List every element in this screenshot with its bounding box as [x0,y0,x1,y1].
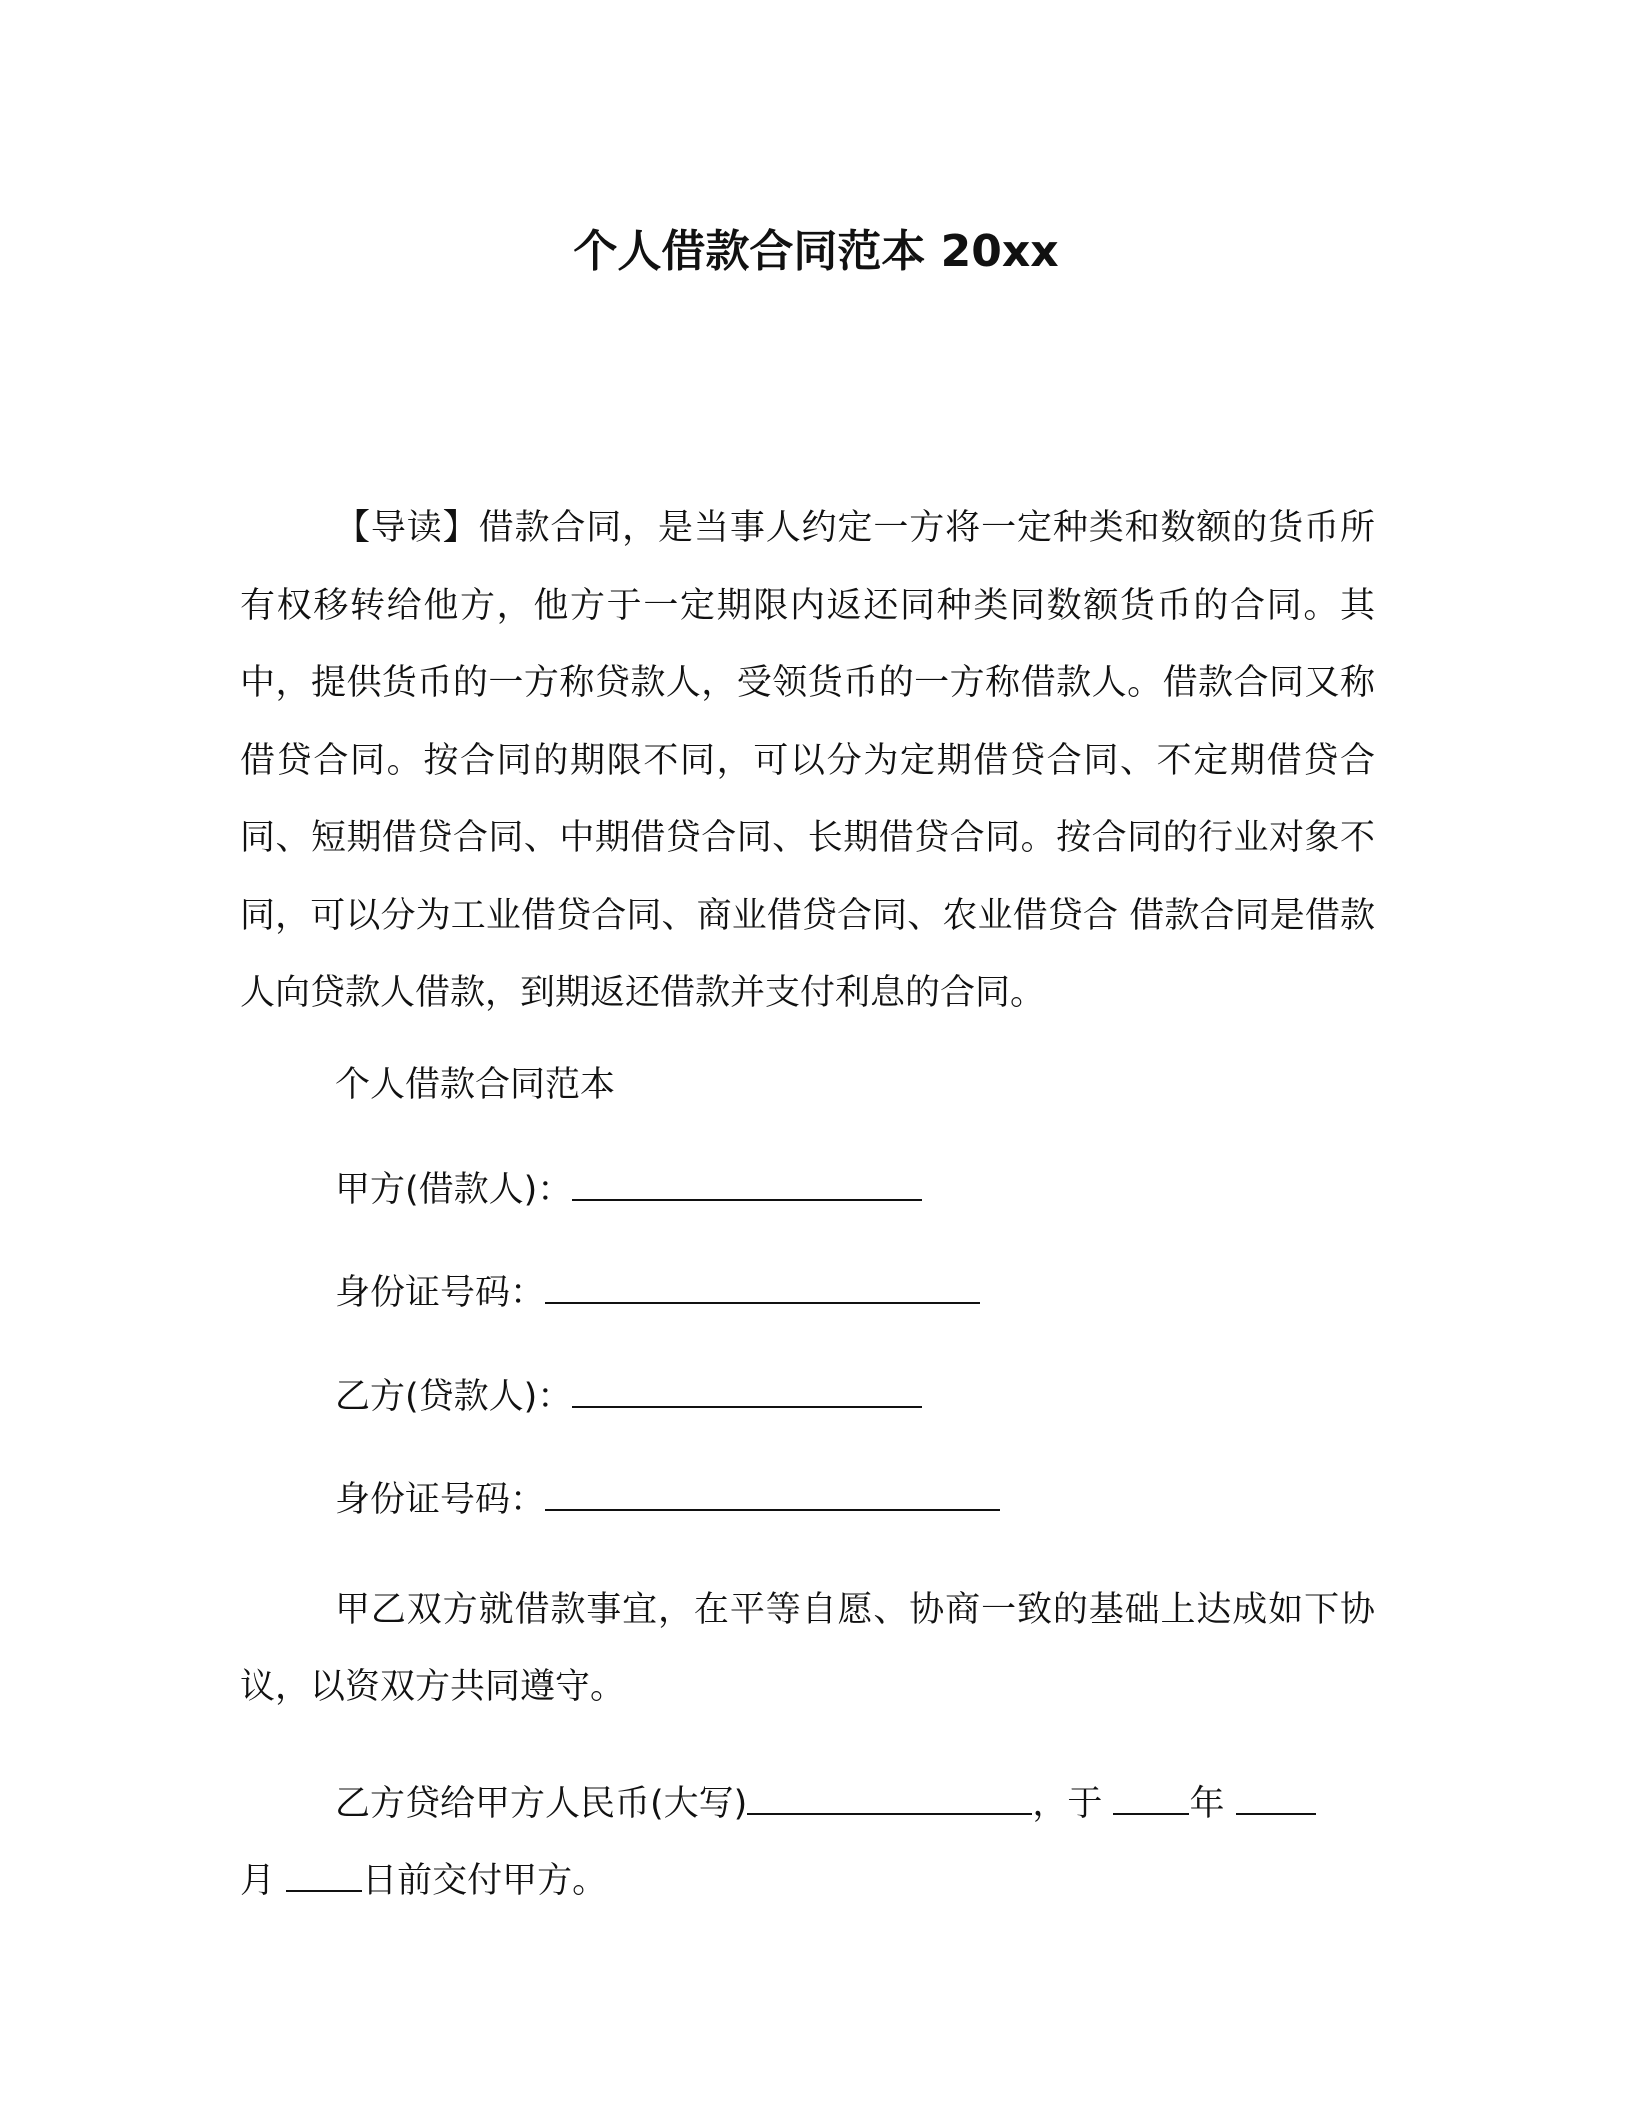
loan-amount-blank[interactable] [747,1779,1032,1815]
loan-clause-text-2: ，于 [1032,1784,1114,1824]
party-b-line [335,1372,922,1422]
day-blank[interactable] [286,1856,362,1892]
party-b-label: 乙方(贷款人)： [335,1377,573,1417]
party-a-name-blank[interactable] [572,1165,922,1201]
party-a-id-blank[interactable] [545,1268,980,1304]
document-title: 个人借款合同范本 20xx [573,226,1059,277]
loan-clause-paragraph [240,1766,1375,1920]
loan-clause-text-1: 乙方贷给甲方人民币(大写) [335,1784,748,1824]
agreement-paragraph: 甲乙双方就借款事宜，在平等自愿、协商一致的基础上达成如下协议，以资双方共同遵守。 [240,1590,1375,1707]
party-a-id-line [335,1268,980,1318]
contract-subtitle: 个人借款合同范本 [335,1065,616,1105]
party-b-id-label: 身份证号码： [335,1480,546,1520]
loan-clause-text-4: 月 [240,1861,287,1901]
year-blank[interactable] [1113,1779,1189,1815]
party-b-name-blank[interactable] [572,1372,922,1408]
party-a-line [335,1165,922,1215]
party-a-id-label: 身份证号码： [335,1273,546,1313]
month-blank-partial[interactable] [1236,1779,1316,1815]
loan-clause-text-3: 年 [1189,1784,1236,1824]
party-a-label: 甲方(借款人)： [335,1170,573,1210]
loan-clause-text-5: 日前交付甲方。 [362,1861,608,1901]
party-b-id-blank[interactable] [545,1475,1000,1511]
intro-paragraph: 【导读】借款合同，是当事人约定一方将一定种类和数额的货币所有权移转给他方，他方于一定期限内返还同种类同数额货币的合同。其中，提供货币的一方称贷款人，受领货币的一方称借款人。借款合同又称借贷合同。按合同的期限不同，可以分为定期借贷合同、不定期借贷合同、短期借贷合同、中期借贷合同、长期借贷合同。按合同的行业对象不同，可以分为工业借贷合同、商业借贷合同、农业借贷合 借款合同是借款人向贷款人借款，到期返还借款并支付利息的合同。 [240,508,1375,1013]
party-b-id-line [335,1475,1000,1525]
